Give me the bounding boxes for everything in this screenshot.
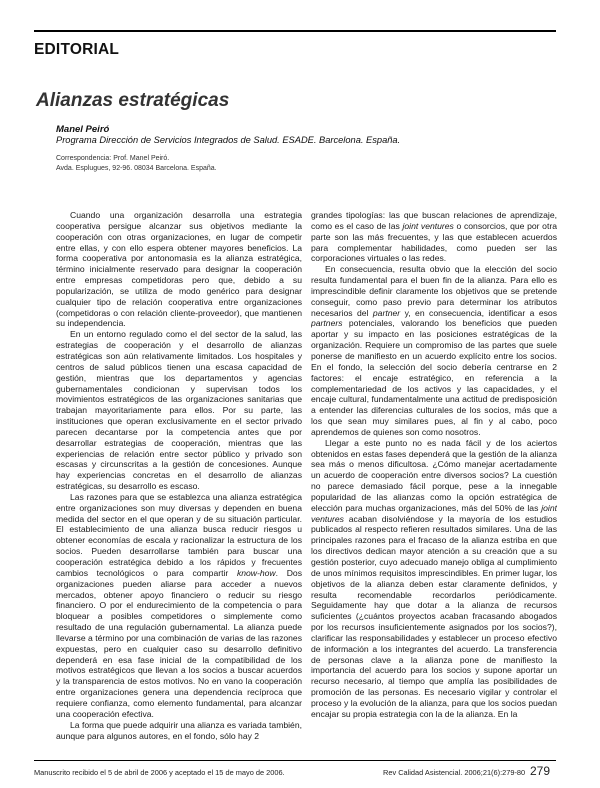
footer-rule: [34, 760, 556, 761]
author-name: Manel Peiró: [56, 124, 110, 135]
journal-citation: Rev Calidad Asistencial. 2006;21(6):279-80: [383, 768, 526, 777]
correspondence-block: [56, 154, 217, 174]
received-note: Manuscrito recibido el 5 de abril de 2006 y aceptado el 15 de mayo de 2006.: [34, 768, 285, 777]
body-paragraph: En consecuencia, resulta obvio que la elección del socio resulta fundamental para el buen fin de la alianza. Para ello es imprescindible definir claramente los objetivos que se pretende conseguir, como paso previo para determinar los atributos necesarios del partner y, en consecuencia, identificar a esos partners potenciales, valorando los beneficios que pueden aportar y su impacto en las posiciones estratégicas de la organización. Requiere un compromiso de las partes que suele ponerse de manifiesto en un acuerdo explícito entre los socios. En el fondo, la selección del socio debería centrarse en 2 factores: el encaje estratégico, en referencia a la complementariedad de los activos y las capacidades, y el encaje cultural, fundamentalmente una actitud de predisposición a entender las diferencias culturales de los socios, más que a los que sean muy similares pues, al fin y al cabo, poco aprendemos de quienes son como nosotros.: [311, 264, 557, 437]
body-paragraph: grandes tipologías: las que buscan relaciones de aprendizaje, como es el caso de las joint ventures o consorcios, que por otra parte son las más frecuentes, y las que establecen acuerdos para complementar habilidades, como pueden ser las corporaciones virtuales o las redes.: [311, 210, 557, 264]
page-number: 279: [530, 764, 551, 778]
correspondence-address: Avda. Esplugues, 92-96. 08034 Barcelona. España.: [56, 165, 217, 172]
body-paragraph: La forma que puede adquirir una alianza es variada también, aunque para algunos autores, en el fondo, sólo hay 2: [56, 719, 302, 741]
body-column-left: [56, 210, 302, 755]
section-header: EDITORIAL: [34, 30, 556, 59]
correspondence-line: Correspondencia: Prof. Manel Peiró.: [56, 155, 170, 162]
body-paragraph: Las razones para que se establezca una alianza estratégica entre organizaciones son muy diversas y dependen en buena medida del sector en el que operan y de su situación particular. El establecimiento de una alianza busca reducir riesgos u obtener economías de escala y racionalizar la estructura de los socios. Pueden desarrollarse también para buscar una cooperación estratégica debido a los rápidos y frecuentes cambios tecnológicos o para compartir know-how. Dos organizaciones pueden aliarse para acceder a nuevos mercados, obtener apoyo financiero o reducir su riesgo financiero. O por el endurecimiento de la competencia o para bloquear a posibles competidores o simplemente como resultado de una regulación gubernamental. La alianza puede llevarse a término por una combinación de varias de las razones expuestas, pero en cualquier caso su desarrollo definitivo dependerá en esa fase inicial de la compatibilidad de los motivos estratégicos que llevan a los socios a buscar acuerdos y la transparencia de estos motivos. No en vano la cooperación entre organizaciones genera una dependencia recíproca que requiere confianza, como elemento fundamental, para alcanzar una cooperación efectiva.: [56, 491, 302, 719]
body-paragraph: Llegar a este punto no es nada fácil y de los aciertos obtenidos en estas fases dependerá que la gestión de la alianza sea más o menos dificultosa. ¿Cómo manejar acertadamente un acuerdo de cooperación entre diversos socios? La cuestión no parece demasiado fácil porque, pese a la innegable popularidad de las alianzas como la opción estratégica de elección para muchas organizaciones, más del 50% de las joint ventures acaban disolviéndose y la mayoría de los estudios publicados al respecto refieren resultados similares. Una de las principales razones para el fracaso de la alianza estriba en que los directivos dedican mayor atención a su creación que a su gestión posterior, cuyo adecuado manejo obliga al cumplimiento de unos mínimos requisitos imprescindibles. En primer lugar, los objetivos de la alianza deben estar claramente definidos, y resulta recomendable recordarlos periódicamente. Seguidamente hay que dotar a la alianza de recursos suficientes (¿cuántos proyectos acaban fracasando abogados por los recursos insuficientemente asignados por los socios?), clarificar las responsabilidades y establecer un proceso efectivo de información a los integrantes del acuerdo. La transferencia de personas clave a la alianza pone de manifiesto la importancia del acuerdo para los socios y supone aportar un recurso necesario, al tiempo que amplía las posibilidades de promoción de las personas. Es necesario vigilar y controlar el proceso y la evolución de la alianza, para que los socios puedan encajar su propia estrategia con la de la alianza. En la: [311, 437, 557, 719]
body-paragraph: En un entorno regulado como el del sector de la salud, las estrategias de cooperación y el desarrollo de alianzas estratégicas son aún relativamente limitados. Los hospitales y centros de salud públicos tienen una escasa capacidad de gestión, mientras que los departamentos y agencias gubernamentales condicionan y supervisan todos los movimientos estratégicos de las organizaciones sanitarias que trabajan mayoritariamente para ellos. Por su parte, las instituciones que operan exclusivamente en el sector privado parecen decantarse por la competencia antes que por desarrollar estrategias de cooperación, mientras que las experiencias de relación entre sector público y privado son escasas y circunscritas a la gestión de concesiones. Aunque hay experiencias concretas en el desarrollo de alianzas estratégicas, su desarrollo es escaso.: [56, 329, 302, 492]
author-affiliation: Programa Dirección de Servicios Integrados de Salud. ESADE. Barcelona. España.: [56, 135, 401, 145]
article-title: Alianzas estratégicas: [36, 90, 230, 111]
body-column-right: [311, 210, 557, 755]
body-paragraph: Cuando una organización desarrolla una estrategia cooperativa persigue alcanzar sus objetivos mediante la cooperación con otras organizaciones, en lugar de competir entre ellas, y con ello espera obtener mayores beneficios. La forma cooperativa por antonomasia es la alianza estratégica, término inicialmente reservado para designar la cooperación entre empresas competidoras pero que, debido a su popularización, se utiliza de modo genérico para designar cualquier tipo de relación cooperativa entre organizaciones (competidoras o con relación cliente-proveedor), que mantienen su independencia.: [56, 210, 302, 329]
